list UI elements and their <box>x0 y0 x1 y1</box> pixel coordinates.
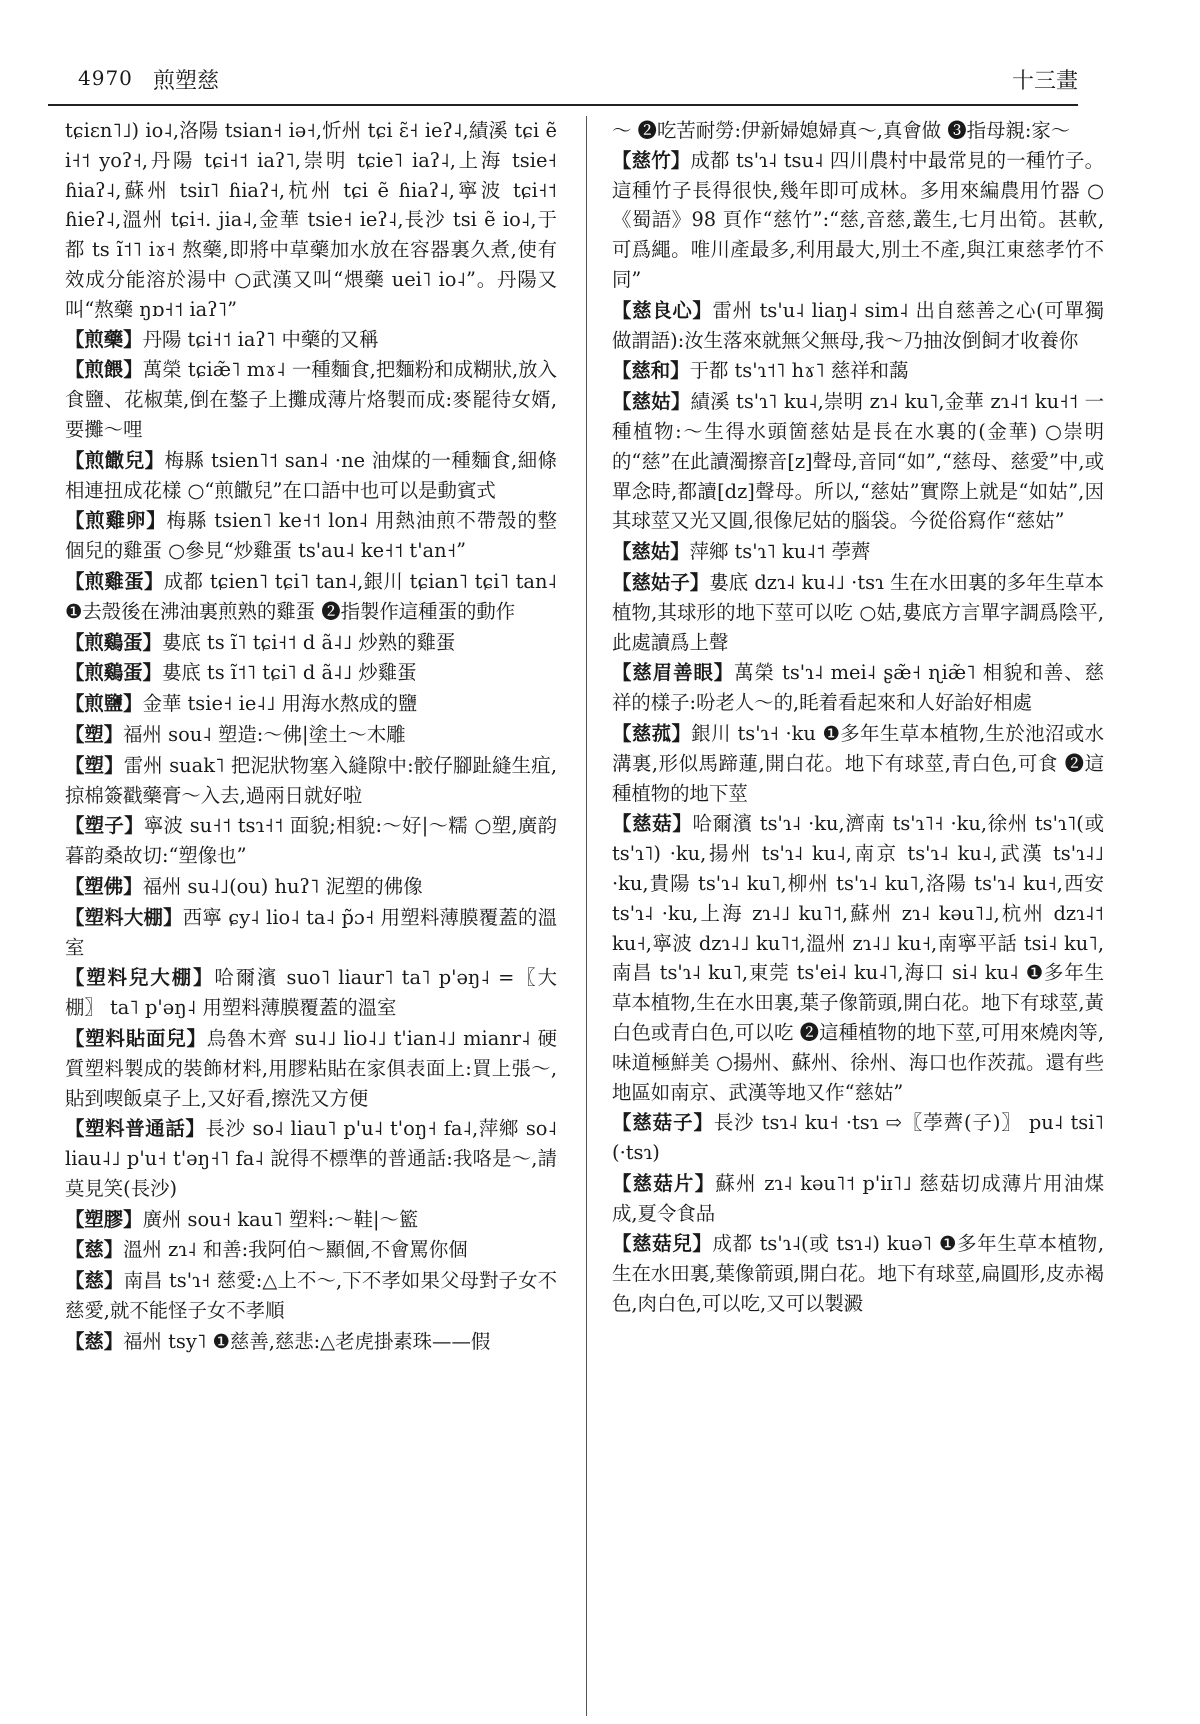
entry-body: 溫州 zɿ˨ 和善:我阿伯～顯個,不會罵你個 <box>123 1238 468 1262</box>
entry-body: 萬榮 tɕiæ̃˥ mɤ˨ 一種麵食,把麵粉和成糊狀,放入食鹽、花椒葉,倒在鏊子上攤成薄片烙製而成:麥罷待女婿,要攤～哩 <box>65 358 557 441</box>
entry-body: 丹陽 tɕi˧˦ iaʔ˥ 中藥的又稱 <box>142 327 379 351</box>
entry-headword: 【塑料貼面兒】 <box>65 1026 207 1050</box>
header-rule <box>48 104 1078 106</box>
entry-body: 雷州 suak˥ 把泥狀物塞入縫隙中:骹仔腳趾縫生疽,掠棉簽戳藥膏～入去,過兩日就好啦 <box>65 753 557 807</box>
dictionary-entry <box>612 146 1104 295</box>
page-header <box>48 60 1078 100</box>
entry-headword: 【慈菇子】 <box>612 1111 714 1135</box>
dictionary-entry <box>65 355 557 444</box>
entry-body: 蘇州 zɿ˨ kəu˥˦ p'iɪ˥˩ 慈菇切成薄片用油煤成,夏令食品 <box>612 1171 1104 1225</box>
dictionary-entry <box>612 658 1104 718</box>
dictionary-entry <box>65 1024 557 1113</box>
dictionary-entry <box>65 506 557 566</box>
entry-headword: 【煎藥】 <box>65 327 143 351</box>
entry-body: 長沙 so˨ liau˥ p'u˨ t'oŋ˧ fa˨,萍鄉 so˨ liau˨˩ p'u˧ t'əŋ˧˥ fa˨ 說得不標準的普通話:我咯是～,請莫見笑(長沙) <box>65 1117 557 1200</box>
entry-body: 烏魯木齊 su˨˩ lio˨˩ t'ian˨˩ mianr˨ 硬質塑料製成的裝飾材料,用膠粘貼在家俱表面上:買上張～,貼到喫飯桌子上,又好看,擦洗又方便 <box>65 1026 557 1110</box>
entry-headword: 【煎鷄蛋】 <box>65 661 162 685</box>
dictionary-entry <box>65 689 557 719</box>
entry-body: 婁底 dzɿ˨ ku˨˩ ·tsɿ 生在水田裏的多年生草本植物,其球形的地下莖可以吃 ○姑,婁底方言單字調爲陰平,此處讀爲上聲 <box>612 570 1104 654</box>
entry-headword: 【塑料普通話】 <box>65 1117 206 1141</box>
entry-body: 萍鄉 ts'ɿ˥ ku˨˦ 荸薺 <box>689 540 871 564</box>
dictionary-entry <box>65 1327 557 1357</box>
entry-body: 哈爾濱 suo˥ liaur˥ ta˥ p'əŋ˨ =〖大棚〗 ta˥ p'əŋ˨ 用塑料薄膜覆蓋的溫室 <box>65 966 557 1020</box>
dictionary-entry <box>65 720 557 750</box>
entry-body: 寧波 su˧˦ tsɿ˧˦ 面貌;相貌:～好|～糯 ○塑,廣韵暮韵桑故切:“塑像也” <box>65 814 557 868</box>
dictionary-entry <box>65 1205 557 1235</box>
dictionary-entry <box>612 1108 1104 1168</box>
dictionary-entry <box>65 903 557 963</box>
continuation-text: ～ ❷吃苦耐勞:伊新婦媳婦真～,真會做 ❸指母親:家～ <box>612 119 1071 142</box>
entry-headword: 【慈姑】 <box>612 390 691 414</box>
dictionary-entry <box>65 811 557 871</box>
entry-body: 成都 ts'ɿ˨(或 tsɿ˨) kuə˥ ❶多年生草本植物,生在水田裏,葉像箭頭,開白花。地下有球莖,扁圓形,皮赤褐色,肉白色,可以吃,又可以製澱 <box>612 1232 1104 1316</box>
dictionary-entry <box>612 387 1104 536</box>
dictionary-entry <box>612 296 1104 356</box>
dictionary-entry <box>65 1114 557 1203</box>
entry-headword: 【慈菇片】 <box>612 1171 716 1195</box>
entry-headword: 【慈菇兒】 <box>612 1232 713 1256</box>
entry-body: 成都 tɕien˥ tɕi˥ tan˨,銀川 tɕian˥ tɕi˥ tan˨ ❶去殼後在沸油裏煎熟的雞蛋 ❷指製作這種蛋的動作 <box>65 569 557 623</box>
entry-headword: 【煎雞卵】 <box>65 509 167 533</box>
dictionary-entry <box>65 567 557 627</box>
entry-body: 西寧 ɕy˨ lio˨ ta˨ p̃ɔ˧ 用塑料薄膜覆蓋的溫室 <box>65 905 557 959</box>
entry-headword: 【塑佛】 <box>65 874 143 898</box>
dictionary-entry <box>612 719 1104 808</box>
entry-body: 婁底 ts ĩ˥ tɕi˧˦ d ã˨˩ 炒熟的雞蛋 <box>161 630 456 654</box>
entry-headword: 【慈良心】 <box>612 298 713 322</box>
entry-body: 福州 su˨˩(ou) huʔ˥ 泥塑的佛像 <box>142 874 423 898</box>
entry-headword: 【煎鷄蛋】 <box>65 630 162 654</box>
dictionary-entry <box>65 963 557 1023</box>
entry-body: 績溪 ts'ɿ˥ ku˨,崇明 zɿ˨ ku˥,金華 zɿ˨˦ ku˧˦ 一種植物:～生得水頭箇慈姑是長在水裏的(金華) ○崇明的“慈”在此讀濁擦音[z]聲母,音同“如”,“慈母、慈愛”中,或單念時,都讀[dz]聲母。所以,“慈姑”實際上就是“如姑”,因其球莖又光又圓,很像尼姑的腦袋。今從俗寫作“慈姑” <box>612 390 1104 533</box>
entry-body: 廣州 sou˧ kau˥ 塑料:～鞋|～籃 <box>142 1207 419 1231</box>
entry-headword: 【塑料兒大棚】 <box>65 966 215 990</box>
right-column <box>612 116 1104 1716</box>
entry-headword: 【塑料大棚】 <box>65 905 183 929</box>
entry-headword: 【慈竹】 <box>612 148 691 172</box>
dictionary-entry <box>612 356 1104 386</box>
entry-headword: 【慈和】 <box>612 359 690 383</box>
entry-headword: 【塑】 <box>65 753 124 777</box>
entry-headword: 【慈菇】 <box>612 812 693 836</box>
dictionary-entry <box>65 872 557 902</box>
entry-body: 南昌 ts'ɿ˧ 慈愛:△上不～,下不孝如果父母對子女不慈愛,就不能怪子女不孝順 <box>65 1269 557 1323</box>
dictionary-entry <box>65 1266 557 1326</box>
entry-headword: 【慈】 <box>65 1329 124 1353</box>
page-number: 4970 <box>78 66 133 90</box>
dictionary-entry <box>612 1169 1104 1229</box>
entry-body: 梅縣 tsien˥˦ san˨ ·ne 油煤的一種麵食,細條相連扭成花樣 ○“煎饊兒”在口語中也可以是動賓式 <box>65 448 557 502</box>
entry-body: 成都 ts'ɿ˨ tsu˨ 四川農村中最常見的一種竹子。這種竹子長得很快,幾年即可成林。多用來編農用竹器 ○《蜀語》98 頁作“慈竹”:“慈,音慈,叢生,七月出筍。甚軟,可爲繩。唯川產最多,利用最大,別土不產,與江東慈孝竹不同” <box>612 148 1104 291</box>
dictionary-entry <box>65 446 557 506</box>
entry-headword: 【塑子】 <box>65 814 144 838</box>
entry-body: 婁底 ts ĩ˦˥ tɕi˥ d ã˨˩ 炒雞蛋 <box>161 661 417 685</box>
dictionary-entry <box>65 658 557 688</box>
dictionary-entry <box>612 809 1104 1107</box>
entry-headword: 【慈眉善眼】 <box>612 661 735 685</box>
entry-headword: 【煎餵】 <box>65 358 143 382</box>
entry-body: 雷州 ts'u˨ liaŋ˨ sim˨ 出自慈善之心(可單獨做謂語):汝生落來就無父無母,我～乃抽汝倒飼才收養你 <box>612 298 1104 352</box>
entry-headword: 【慈】 <box>65 1269 124 1293</box>
entry-body: 長沙 tsɿ˨ ku˧ ·tsɿ ⇨〖荸薺(子)〗 pu˨ tsi˥ (·tsɿ) <box>612 1111 1104 1165</box>
entry-body: 萬榮 ts'ɿ˨ mei˨ ʂæ̃˧ ɳiæ̃˥ 相貌和善、慈祥的樣子:吩老人～的,眊着看起來和人好詒好相處 <box>612 661 1104 715</box>
column-divider <box>586 116 587 1716</box>
page-title: 煎塑慈 <box>153 69 220 94</box>
entry-headword: 【煎饊兒】 <box>65 448 165 472</box>
entry-headword: 【慈】 <box>65 1238 124 1262</box>
entry-headword: 【煎雞蛋】 <box>65 569 164 593</box>
entry-body: 福州 tsy˥ ❶慈善,慈悲:△老虎掛素珠——假 <box>123 1329 491 1353</box>
entry-headword: 【煎鹽】 <box>65 692 143 716</box>
dictionary-entry <box>65 1235 557 1265</box>
entry-body: 于都 ts'ɿ˦˥ hɤ˥ 慈祥和藹 <box>689 359 909 383</box>
entry-body: 福州 sou˨ 塑造:～佛|塗土～木雕 <box>123 722 406 746</box>
entry-headword: 【塑膠】 <box>65 1207 143 1231</box>
left-column <box>65 116 557 1716</box>
section-label: 十三畫 <box>1011 69 1078 94</box>
entry-headword: 【慈姑子】 <box>612 570 710 594</box>
dictionary-entry <box>612 1229 1104 1318</box>
dictionary-entry <box>612 537 1104 567</box>
entry-body: 銀川 ts'ɿ˧ ·ku ❶多年生草本植物,生於池沼或水溝裏,形似馬蹄蓮,開白花。地下有球莖,青白色,可食 ❷這種植物的地下莖 <box>612 721 1104 805</box>
entry-body: 哈爾濱 ts'ɿ˨ ·ku,濟南 ts'ɿ˥˧ ·ku,徐州 ts'ɿ˥(或ts'ɿ˥) ·ku,揚州 ts'ɿ˨ ku˨,南京 ts'ɿ˨ ku˨,武漢 ts'ɿ˨˩ ·ku,貴陽 ts'ɿ˨ ku˥,柳州 ts'ɿ˨ ku˥,洛陽 ts'ɿ˨ ku˧,西安 ts'ɿ˨ ·ku,上海 zɿ˨˩ ku˥˦,蘇州 zɿ˨ kəu˥˩,杭州 dzɿ˨˦ ku˧,寧波 dzɿ˨˩ ku˥˦,溫州 zɿ˨˩ ku˧,南寧平話 tsi˨ ku˥,南昌 ts'ɿ˨ ku˥,東莞 ts'ei˨ ku˨˥,海口 si˨ ku˨ ❶多年生草本植物,生在水田裏,葉子像箭頭,開白花。地下有球莖,黃白色或青白色,可以吃 ❷這種植物的地下莖,可用來燒肉等,味道極鮮美 ○揚州、蘇州、徐州、海口也作茨菰。還有些地區如南京、武漢等地又作“慈姑” <box>612 812 1104 1104</box>
dictionary-entry <box>65 325 557 355</box>
entry-body: 金華 tsie˧ ie˨˩ 用海水熬成的鹽 <box>142 692 418 716</box>
entry-headword: 【塑】 <box>65 722 124 746</box>
entry-headword: 【慈姑】 <box>612 540 690 564</box>
dictionary-entry <box>65 628 557 658</box>
continuation-text: tɕiɛn˥˩) io˨,洛陽 tsian˧ iə˧,忻州 tɕi ɛ̃˧ ieʔ˨,績溪 tɕi ẽ i˧˦ yoʔ˧,丹陽 tɕi˧˦ iaʔ˥,崇明 tɕie˥ iaʔ˨,上海 tsie˧ ɦiaʔ˨,蘇州 tsiɪ˥ ɦiaʔ˧,杭州 tɕi ẽ ɦiaʔ˨,寧波 tɕi˧˦ ɦieʔ˨,溫州 tɕi˧. jia˨,金華 tsie˧ ieʔ˨,長沙 tsi ẽ io˨,于都 ts ĩ˦˥ iɤ˧ 熬藥,即將中草藥加水放在容器裏久煮,使有效成分能溶於湯中 ○武漢又叫“煨藥 uei˥ io˨”。丹陽又叫“熬藥 ŋɒ˧˦ iaʔ˥” <box>65 119 557 321</box>
dictionary-entry <box>65 751 557 811</box>
entry-body: 梅縣 tsien˥ ke˧˦ lon˨ 用熱油煎不帶殼的整個兒的雞蛋 ○參見“炒雞蛋 ts'au˨ ke˧˦ t'an˧” <box>65 509 557 563</box>
entry-headword: 【慈菰】 <box>612 721 692 745</box>
dictionary-entry <box>612 568 1104 657</box>
